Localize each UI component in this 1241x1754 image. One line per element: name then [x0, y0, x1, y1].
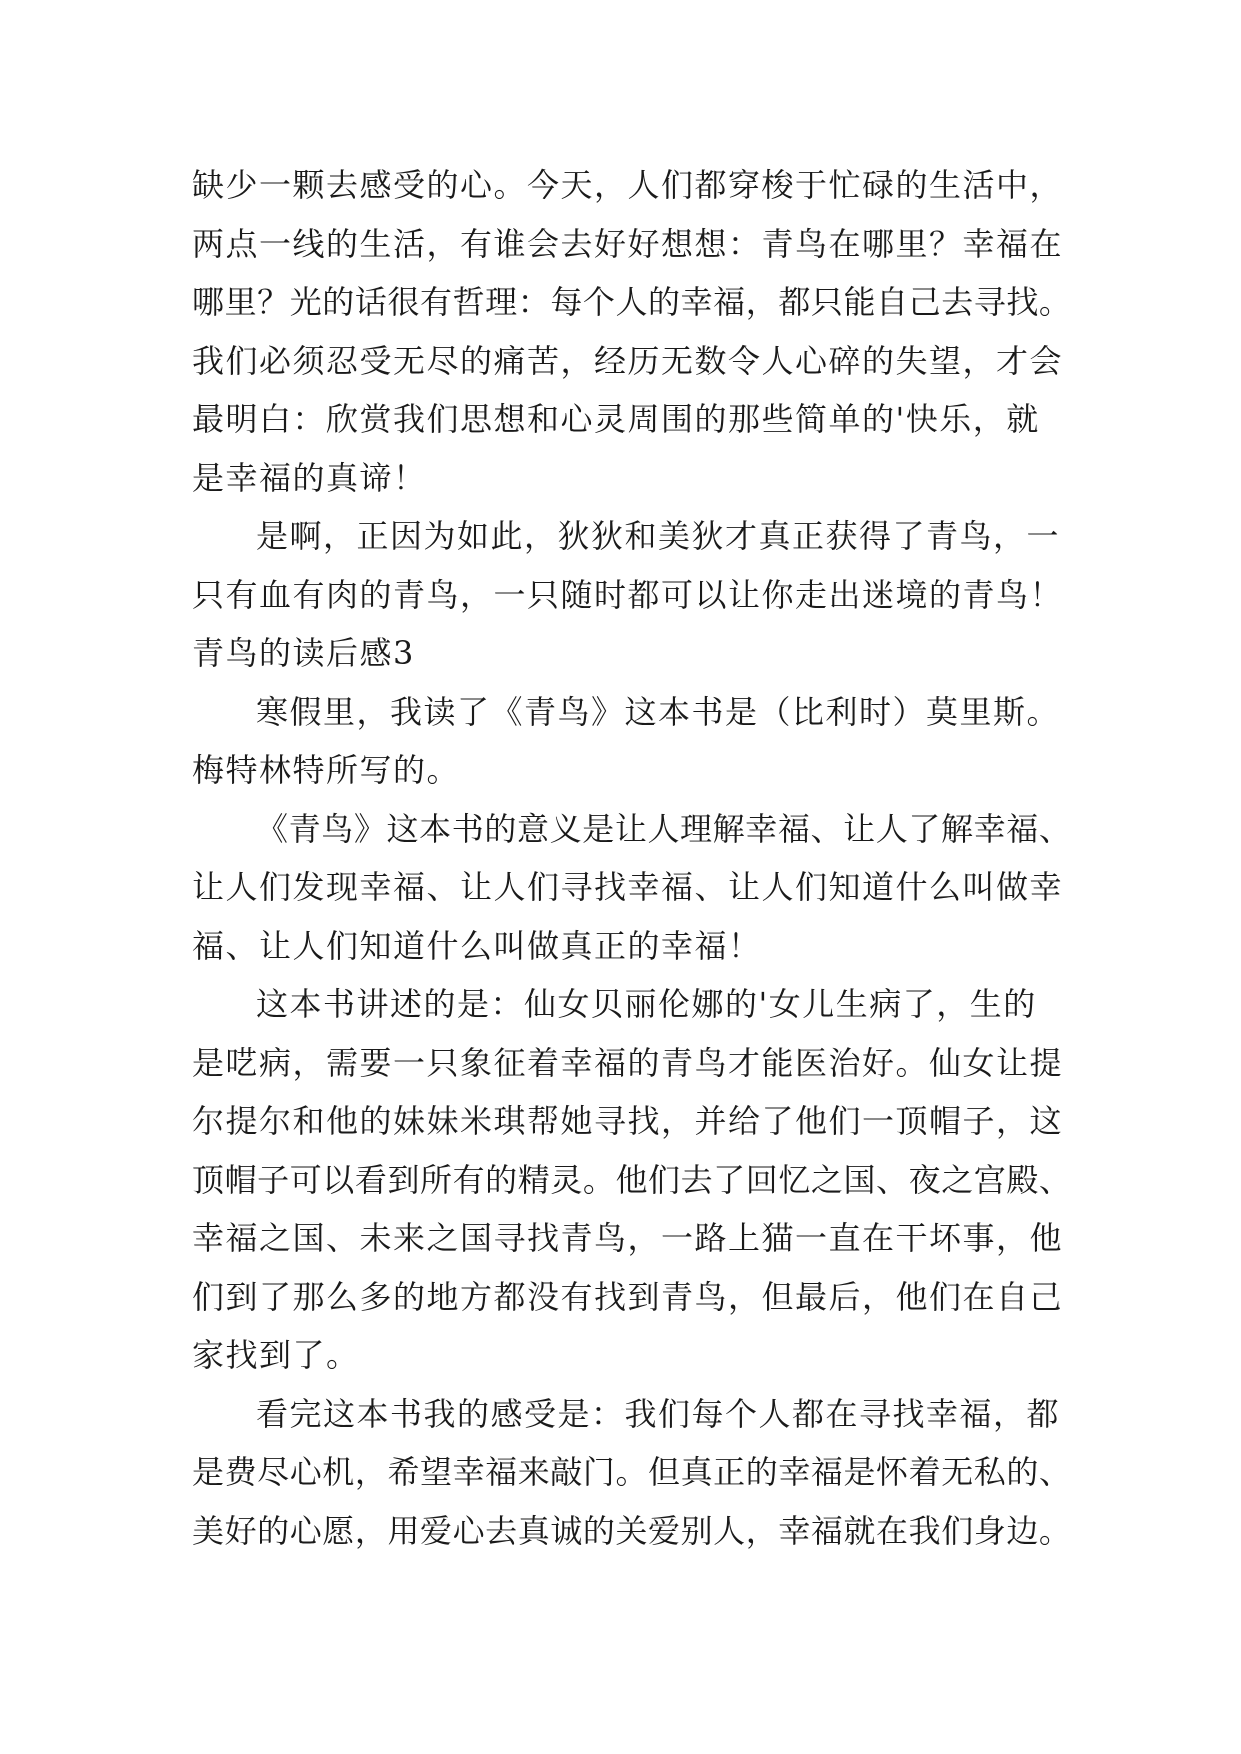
paragraph-first-line: 寒假里，我读了《青鸟》这本书是（比利时）莫里斯。: [256, 692, 1061, 731]
paragraph-first-line: 《青鸟》这本书的意义是让人理解幸福、让人了解幸福、: [256, 809, 1072, 848]
text-line: 只有血有肉的青鸟，一只随时都可以让你走出迷境的青鸟！: [192, 575, 1064, 614]
text-line: 们到了那么多的地方都没有找到青鸟，但最后，他们在自己: [192, 1277, 1064, 1316]
text-line: 哪里？光的话很有哲理：每个人的幸福，都只能自己去寻找。: [192, 283, 1072, 321]
text-line: 顶帽子可以看到所有的精灵。他们去了回忆之国、夜之宫殿、: [192, 1160, 1072, 1199]
text-line: 幸福之国、未来之国寻找青鸟，一路上猫一直在干坏事，他: [192, 1219, 1064, 1257]
text-line: 缺少一颗去感受的心。今天，人们都穿梭于忙碌的生活中，: [192, 166, 1064, 204]
paragraph-first-line: 看完这本书我的感受是：我们每个人都在寻找幸福，都: [256, 1394, 1061, 1433]
text-line: 美好的心愿，用爱心去真诚的关爱别人，幸福就在我们身边。: [192, 1511, 1072, 1550]
text-line: 是幸福的真谛！: [192, 458, 427, 497]
text-line: 最明白：欣赏我们思想和心灵周围的那些简单的'快乐，就: [192, 400, 1040, 438]
text-line: 福、让人们知道什么叫做真正的幸福！: [192, 926, 762, 965]
text-line: 尔提尔和他的妹妹米琪帮她寻找，并给了他们一顶帽子，这: [192, 1102, 1064, 1140]
paragraph-first-line: 是啊，正因为如此，狄狄和美狄才真正获得了青鸟，一: [256, 517, 1061, 555]
section-heading: 青鸟的读后感3: [192, 634, 415, 672]
paragraph-first-line: 这本书讲述的是：仙女贝丽伦娜的'女儿生病了，生的: [256, 985, 1037, 1023]
document-body: [192, 156, 1072, 1560]
text-line: 梅特林特所写的。: [192, 751, 461, 789]
text-line: 两点一线的生活，有谁会去好好想想：青鸟在哪里？幸福在: [192, 224, 1064, 263]
text-line: 是费尽心机，希望幸福来敲门。但真正的幸福是怀着无私的、: [192, 1453, 1072, 1491]
text-line: 家找到了。: [192, 1336, 360, 1374]
text-line: 让人们发现幸福、让人们寻找幸福、让人们知道什么叫做幸: [192, 868, 1064, 906]
text-line: 是呓病，需要一只象征着幸福的青鸟才能医治好。仙女让提: [192, 1043, 1064, 1082]
text-line: 我们必须忍受无尽的痛苦，经历无数令人心碎的失望，才会: [192, 341, 1064, 380]
